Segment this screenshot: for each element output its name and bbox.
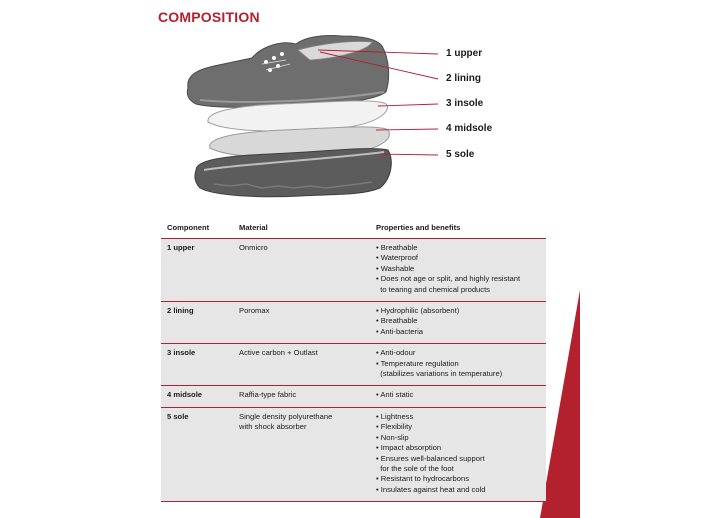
property-item: • Anti-bacteria: [376, 326, 423, 336]
callout-lining: 2 lining: [446, 73, 481, 84]
property-item: • Breathable: [376, 316, 418, 326]
property-item: • Does not age or split, and highly resistant: [376, 274, 521, 284]
property-item: • Impact absorption: [376, 443, 442, 453]
property-item: • Anti static: [376, 390, 414, 400]
property-item: • Lightness: [376, 411, 414, 421]
header-properties: Properties and benefits: [370, 219, 546, 239]
property-item: • Breathable: [376, 243, 418, 252]
property-item: • Temperature regulation: [376, 358, 459, 368]
callout-upper: 1 upper: [446, 48, 483, 59]
property-item: • Flexibility: [376, 422, 412, 432]
shoe-diagram: [0, 0, 702, 210]
properties-cell: [370, 407, 546, 501]
material-cell: Raffia-type fabric: [233, 386, 370, 407]
page-title: COMPOSITION: [158, 9, 260, 25]
property-item: • Non-slip: [376, 432, 409, 442]
property-item: • Resistant to hydrocarbons: [376, 474, 469, 484]
properties-cell: [370, 386, 546, 407]
properties-cell: [370, 302, 546, 344]
component-cell: 2 lining: [161, 302, 233, 344]
callout-sole: 5 sole: [446, 149, 475, 160]
material-cell: Onmicro: [233, 239, 370, 302]
property-item: • Ensures well-balanced support: [376, 453, 485, 463]
property-item: for the sole of the foot: [376, 463, 454, 473]
shoe-upper-illustration: [187, 35, 388, 107]
property-item: • Anti-odour: [376, 348, 416, 358]
property-item: • Waterproof: [376, 253, 419, 263]
property-item: • Washable: [376, 263, 415, 273]
component-cell: 1 upper: [161, 239, 233, 302]
header-component: Component: [161, 219, 233, 239]
component-cell: 3 insole: [161, 344, 233, 386]
property-item: • Insulates against heat and cold: [376, 484, 486, 494]
material-cell: Single density polyurethane with shock absorber: [233, 407, 370, 501]
property-item: (stabilizes variations in temperature): [376, 369, 503, 379]
table-row: [161, 344, 546, 386]
material-cell: Poromax: [233, 302, 370, 344]
callout-midsole: 4 midsole: [446, 123, 493, 134]
property-item: • Hydrophilic (absorbent): [376, 306, 460, 316]
table-header-row: [161, 219, 546, 239]
material-cell: Active carbon + Outlast: [233, 344, 370, 386]
component-cell: 4 midsole: [161, 386, 233, 407]
composition-table: [161, 219, 546, 502]
table-row: [161, 239, 546, 302]
component-cell: 5 sole: [161, 407, 233, 501]
properties-cell: [370, 239, 546, 302]
callout-insole: 3 insole: [446, 98, 484, 109]
property-item: to tearing and chemical products: [376, 284, 490, 294]
table-row: [161, 386, 546, 407]
table-row: [161, 302, 546, 344]
red-triangle-shape: [540, 290, 580, 518]
table-row: [161, 407, 546, 501]
shoe-sole-illustration: [195, 149, 391, 197]
properties-cell: [370, 344, 546, 386]
header-material: Material: [233, 219, 370, 239]
